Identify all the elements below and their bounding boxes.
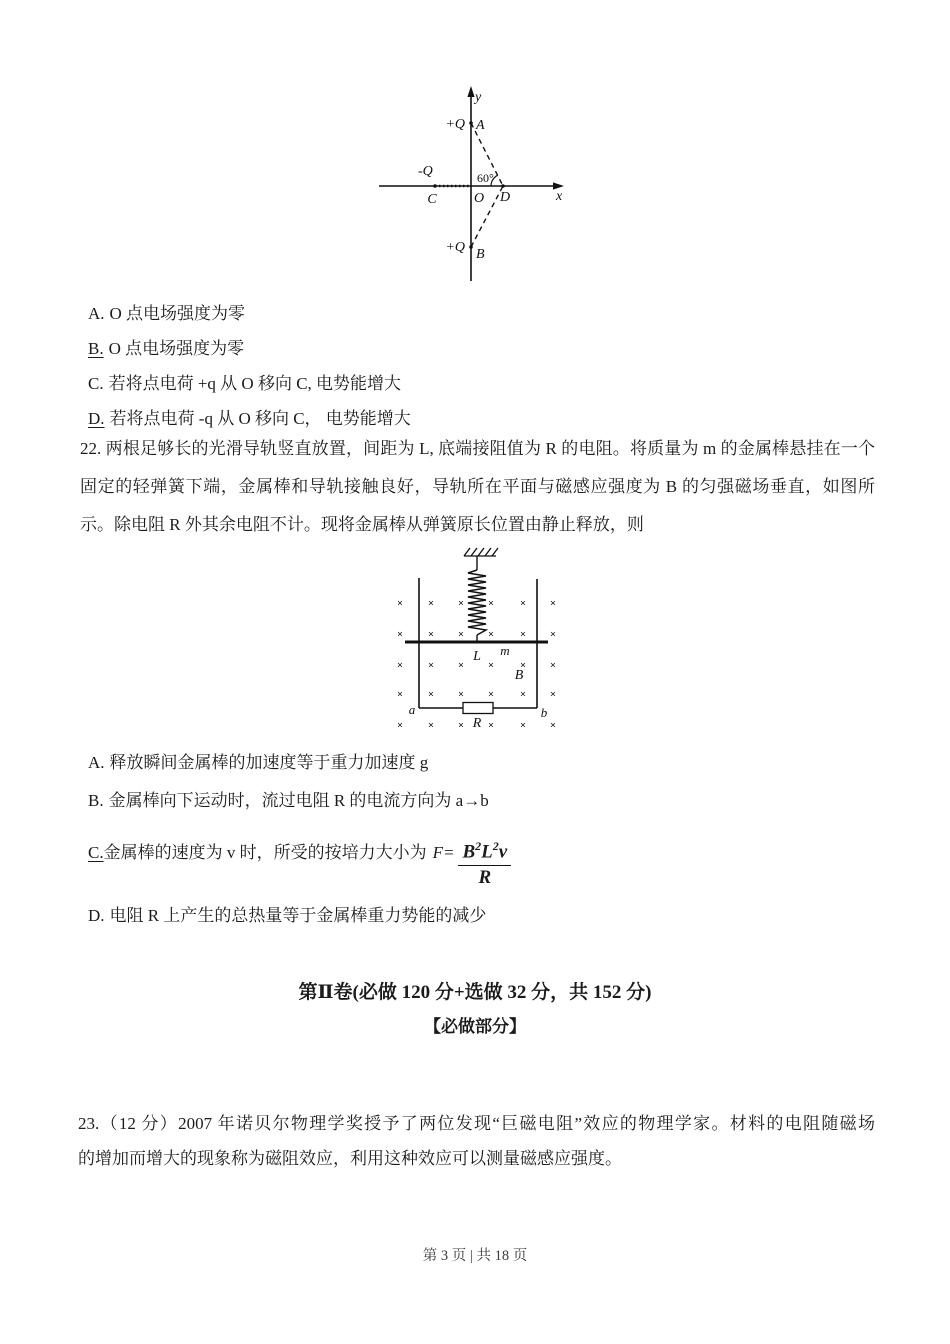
option-text: 金属棒的速度为 v 时，所受的按培力大小为: [103, 843, 427, 862]
option-text: 若将点电荷 -q 从 O 移向 C， 电势能增大: [109, 409, 411, 428]
formula-lhs: F=: [432, 843, 455, 862]
resistor: [463, 703, 493, 714]
rod-length-label: L: [473, 649, 481, 664]
option-label: B.: [88, 791, 104, 810]
formula-denominator: R: [478, 867, 492, 889]
spring: [468, 570, 486, 635]
field-mark: ×: [428, 689, 434, 701]
option-label: A.: [88, 753, 105, 772]
option-text: 金属棒向下运动时，流过电阻 R 的电流方向为 a→b: [108, 791, 489, 810]
field-mark: ×: [550, 598, 556, 610]
terminal-a-label: a: [408, 702, 416, 717]
field-mark: ×: [520, 660, 526, 672]
option-row: [88, 745, 428, 780]
field-label: B: [514, 668, 524, 683]
section-subtitle: 【必做部分】: [424, 1017, 526, 1036]
field-mark: ×: [458, 598, 464, 610]
option-label: D.: [88, 906, 105, 925]
origin-label: O: [474, 191, 485, 206]
question-22-text: [80, 430, 875, 544]
field-mark: ×: [488, 660, 494, 672]
field-mark: ×: [488, 629, 494, 641]
question-22-line: 示。除电阻 R 外其余电阻不计。现将金属棒从弹簧原长位置由静止释放，则: [80, 515, 644, 534]
charge-label-bottom: +Q: [445, 240, 465, 255]
terminal-b-label: b: [540, 705, 548, 720]
field-mark: ×: [428, 598, 434, 610]
field-mark: ×: [428, 629, 434, 641]
question-23-line: 23.（12 分）2007 年诺贝尔物理学奖授予了两位发现“巨磁电阻”效应的物理学家。材料的电阻随磁场: [78, 1114, 875, 1133]
field-mark: ×: [428, 660, 434, 672]
field-mark: ×: [488, 689, 494, 701]
field-mark: ×: [428, 720, 434, 732]
option-text: O 点电场强度为零: [109, 304, 246, 323]
option-label: C.: [88, 374, 104, 393]
option-label: C.: [88, 843, 104, 862]
option-text: O 点电场强度为零: [108, 339, 245, 358]
point-b-dot: [469, 245, 473, 249]
option-text: 电阻 R 上产生的总热量等于金属棒重力势能的减少: [109, 906, 487, 925]
formula-numerator: $B^2L^2v$: [458, 834, 511, 866]
field-mark: ×: [520, 720, 526, 732]
field-mark: ×: [520, 598, 526, 610]
field-mark: ×: [397, 689, 403, 701]
option-label: B.: [88, 339, 104, 358]
formula-fraction: [458, 834, 511, 889]
field-mark: ×: [520, 689, 526, 701]
point-a-dot: [469, 121, 473, 125]
y-axis-arrow: [467, 86, 474, 97]
field-mark: ×: [397, 629, 403, 641]
option-row: [88, 331, 411, 366]
field-mark: ×: [550, 660, 556, 672]
field-mark: ×: [397, 720, 403, 732]
point-c-label: C: [427, 192, 437, 207]
question-21-options: [88, 296, 411, 436]
point-b-label: B: [476, 247, 485, 262]
field-mark: ×: [488, 720, 494, 732]
field-mark: ×: [520, 629, 526, 641]
question-23-text: [78, 1106, 875, 1176]
field-mark: ×: [550, 720, 556, 732]
question-23-line: 的增加而增大的现象称为磁阻效应，利用这种效应可以测量磁感应强度。: [78, 1149, 622, 1168]
section-title: 第Ⅱ卷(必做 120 分+选做 32 分，共 152 分): [298, 982, 652, 1003]
ceiling-hatch: [464, 548, 498, 556]
option-row: [88, 898, 486, 933]
point-d-dot: [501, 184, 505, 188]
angle-label: 60°: [477, 171, 494, 185]
question-21-figure: [365, 85, 580, 285]
field-mark: ×: [458, 689, 464, 701]
field-mark: ×: [397, 598, 403, 610]
field-mark: ×: [488, 598, 494, 610]
charge-label-left: -Q: [418, 164, 433, 179]
option-row: [88, 834, 511, 889]
x-axis-label: x: [556, 189, 563, 204]
option-label: A.: [88, 304, 105, 323]
field-mark: ×: [458, 629, 464, 641]
point-d-label: D: [500, 190, 511, 205]
field-mark: ×: [458, 720, 464, 732]
field-mark: ×: [550, 629, 556, 641]
option-text: 若将点电荷 +q 从 O 移向 C, 电势能增大: [108, 374, 402, 393]
option-text: 释放瞬间金属棒的加速度等于重力加速度 g: [109, 753, 429, 772]
page-footer: 第 3 页 | 共 18 页: [422, 1248, 528, 1264]
option-label: D.: [88, 409, 105, 428]
rod-mass-label: m: [500, 643, 510, 658]
point-c-dot: [433, 184, 437, 188]
question-22-line: 22. 两根足够长的光滑导轨竖直放置，间距为 L, 底端接阻值为 R 的电阻。将质量为 m 的金属棒悬挂在一个: [80, 439, 875, 458]
option-row: [88, 366, 411, 401]
option-row: [88, 783, 489, 818]
question-22-line: 固定的轻弹簧下端，金属棒和导轨接触良好，导轨所在平面与磁感应强度为 B 的匀强磁场垂直，如图所: [80, 477, 875, 496]
resistor-label: R: [472, 716, 482, 731]
point-a-label: A: [476, 118, 485, 133]
question-22-figure: [393, 543, 563, 743]
option-row: [88, 296, 411, 331]
field-mark: ×: [458, 660, 464, 672]
y-axis-label: y: [475, 90, 482, 105]
field-mark: ×: [550, 689, 556, 701]
charge-label-top: +Q: [445, 117, 465, 132]
field-mark: ×: [397, 660, 403, 672]
